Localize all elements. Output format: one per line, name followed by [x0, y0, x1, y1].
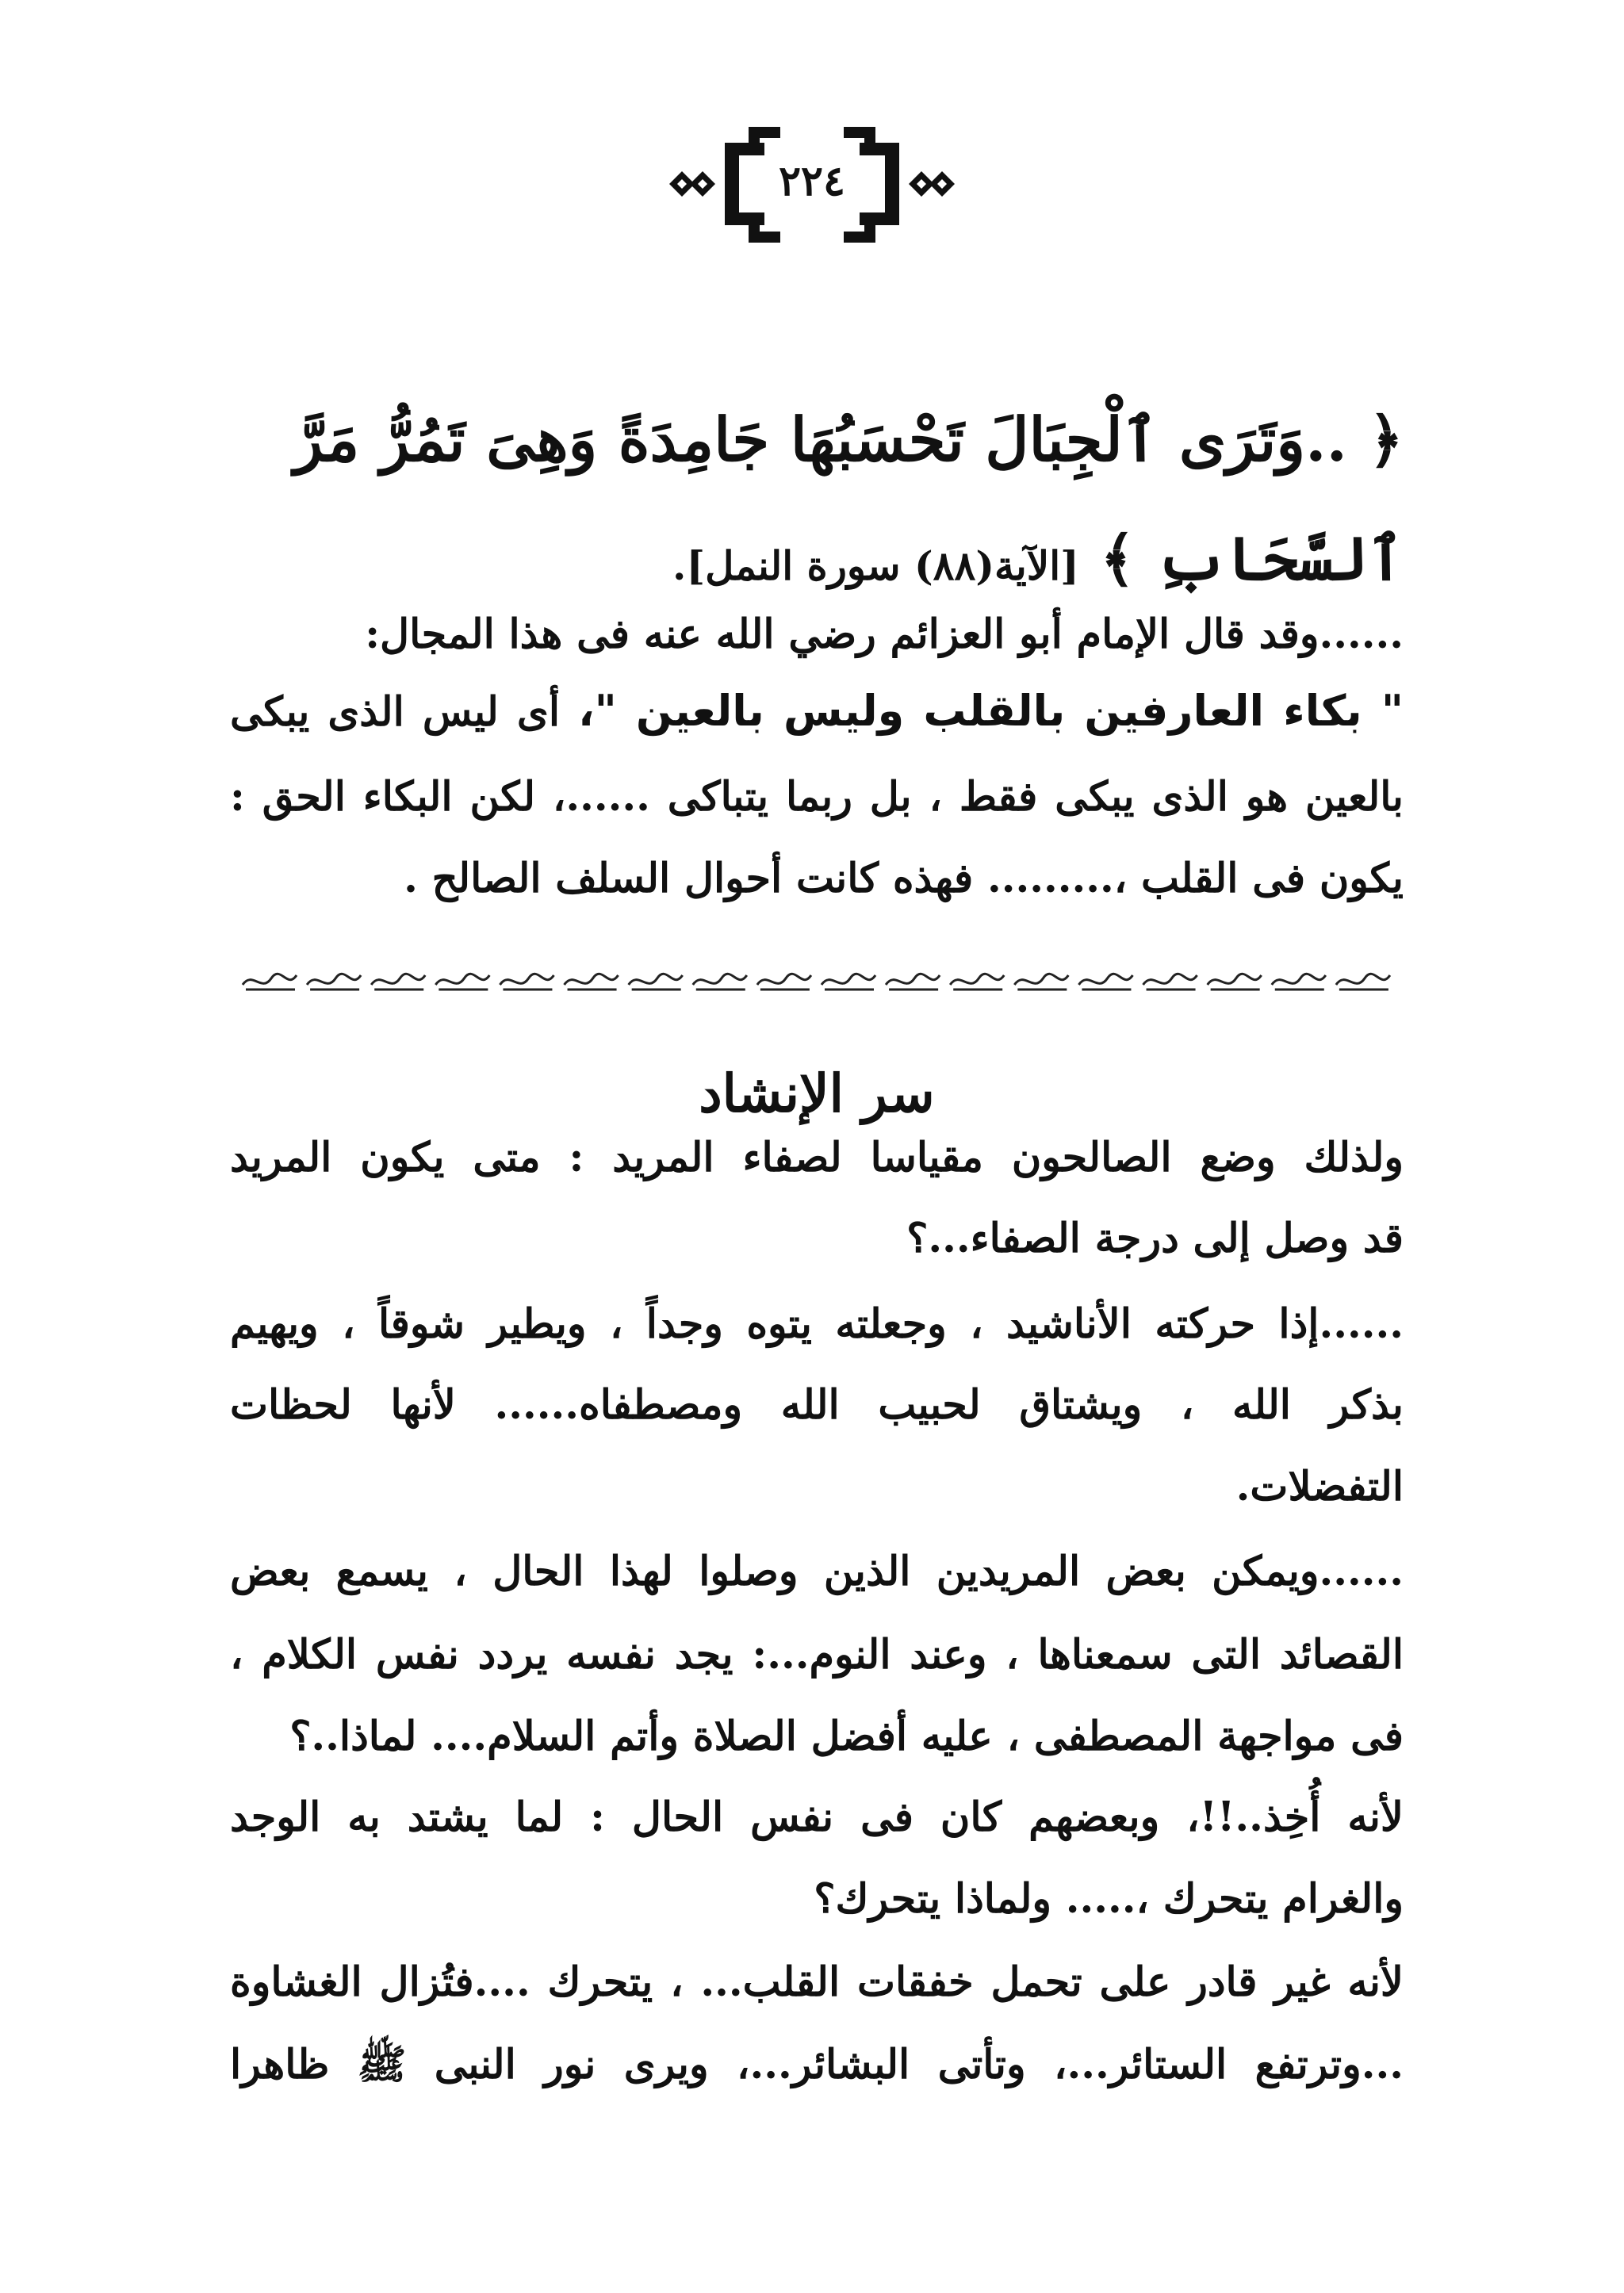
divider-flourish-icon: [1078, 974, 1132, 990]
divider-flourish-icon: [1014, 974, 1068, 990]
section-title: سر الإنشاد: [699, 1062, 935, 1124]
divider-flourish-icon: [1336, 974, 1390, 990]
section-line-4: بذكر الله ، ويشتاق لحبيب الله ومصطفاه...... لأنها لحظات: [230, 1381, 1404, 1429]
divider-flourish-icon: [693, 974, 747, 990]
decorative-divider: [238, 966, 1396, 997]
section-line-11: لأنه غير قادر على تحمل خفقات القلب... ، يتحرك ....فتُزال الغشاوة: [230, 1958, 1404, 2006]
divider-flourish-icon: [629, 974, 683, 990]
section-line-2: قد وصل إلى درجة الصفاء...؟: [906, 1215, 1404, 1262]
divider-flourish-icon: [435, 974, 489, 990]
divider-flourish-icon: [1143, 974, 1197, 990]
divider-flourish-icon: [950, 974, 1004, 990]
page-number: ٢٢٤: [779, 157, 845, 205]
section-line-7: القصائد التى سمعناها ، وعند النوم...: يجد نفسه يردد نفس الكلام ،: [230, 1631, 1404, 1679]
intro-line-2-rest: أى ليس الذى يبكى: [230, 688, 560, 736]
divider-flourish-icon: [371, 974, 425, 990]
divider-flourish-icon: [1208, 974, 1262, 990]
divider-flourish-icon: [307, 974, 361, 990]
divider-flourish-icon: [757, 974, 811, 990]
section-line-3: ......إذا حركته الأناشيد ، وجعلته يتوه وجداً ، ويطير شوقاً ، ويهيم: [230, 1300, 1404, 1348]
divider-flourish-icon: [1272, 974, 1326, 990]
section-line-12: ...وترتفع الستائر...، وتأتى البشائر...، ويرى نور النبى ﷺ ظاهرا: [230, 2041, 1404, 2088]
quran-verse-end: ٱلسَّحَابِ ﴾: [1100, 523, 1404, 594]
quran-verse-line-1: ﴿ ..وَتَرَى ٱلْجِبَالَ تَحْسَبُهَا جَامِدَةً وَهِىَ تَمُرُّ مَرَّ: [293, 404, 1404, 475]
quote-text: " بكاء العارفين بالقلب وليس بالعين "،: [578, 686, 1404, 736]
intro-line-1: ......وقد قال الإمام أبو العزائم رضي الله عنه فى هذا المجال:: [365, 611, 1404, 658]
divider-flourish-icon: [886, 974, 940, 990]
section-line-10: والغرام يتحرك ،..... ولماذا يتحرك؟: [814, 1875, 1404, 1923]
intro-line-4: يكون فى القلب ،......... فهذه كانت أحوال السلف الصالح .: [404, 855, 1404, 902]
section-line-6: ......ويمكن بعض المريدين الذين وصلوا لهذا الحال ، يسمع بعض: [230, 1548, 1404, 1595]
section-line-1: ولذلك وضع الصالحون مقياسا لصفاء المريد : متى يكون المريد: [230, 1134, 1404, 1181]
section-line-5: التفضلات.: [1235, 1463, 1404, 1510]
divider-flourish-icon: [243, 974, 297, 990]
section-line-8: فى مواجهة المصطفى ، عليه أفضل الصلاة وأتم السلام.... لماذا..؟: [289, 1713, 1404, 1760]
page-header-ornament: [653, 111, 971, 254]
divider-flourish-icon: [500, 974, 553, 990]
intro-line-2: [230, 686, 1404, 736]
divider-flourish-icon: [822, 974, 875, 990]
verse-reference: [الآية(٨٨) سورة النمل].: [672, 542, 1079, 589]
intro-line-3: بالعين هو الذى يبكى فقط ، بل ربما يتباكى ......، لكن البكاء الحق :: [230, 773, 1404, 821]
quran-verse-line-2: [230, 523, 1404, 594]
divider-flourish-icon: [565, 974, 619, 990]
section-line-9: لأنه أُخِذ..!!، وبعضهم كان فى نفس الحال : لما يشتد به الوجد: [230, 1793, 1404, 1841]
